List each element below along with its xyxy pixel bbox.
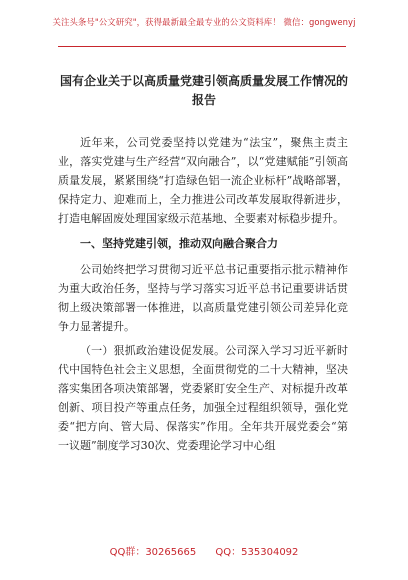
footer-qq-group: QQ群：30265665: [109, 547, 197, 558]
page-footer: [0, 543, 408, 558]
footer-qq: QQ：535304092: [215, 547, 299, 558]
intro-paragraph: 近年来，公司党委坚持以党建为“法宝”，聚焦主责主业，落实党建与生产经营“双向融合”，以“党建赋能”引领高质量发展，紧紧围绕“打造绿色铝一流企业标杆”战略部署，保持定力、迎难而上，全力推进公司改革发展取得新进步，打造电解固废处理国家级示范基地、全要素对标稳步提升。: [58, 136, 348, 225]
section-heading: 一、坚持党建引领，推动双向融合聚合力: [80, 237, 278, 250]
document-title: 国有企业关于以高质量党建引领高质量发展工作情况的报告: [59, 74, 348, 107]
header-divider: [58, 46, 346, 47]
section-paragraph: 公司始终把学习贯彻习近平总书记重要指示批示精神作为重大政治任务，坚持与学习落实习近平总书记重要讲话贯彻上级决策部署一体推进，以高质量党建引领公司差异化竞争力显著提升。: [58, 263, 348, 333]
header-notice: 关注头条号"公文研究"，获得最新最全最专业的公文资料库！ 微信：gongwenyj: [52, 17, 356, 27]
document-body: [58, 133, 348, 460]
page-header: [0, 0, 408, 52]
subsection-paragraph: （一）狠抓政治建设促发展。公司深入学习习近平新时代中国特色社会主义思想，全面贯彻党的二十大精神，坚决落实集团各项决策部署，党委紧盯安全生产、对标提升改革创新、项目投产等重点任务，加强全过程组织领导，强化党委“把方向、管大局、保落实”作用。全年共开展党委会“第一议题”制度学习30次、党委理论学习中心组: [58, 344, 348, 452]
